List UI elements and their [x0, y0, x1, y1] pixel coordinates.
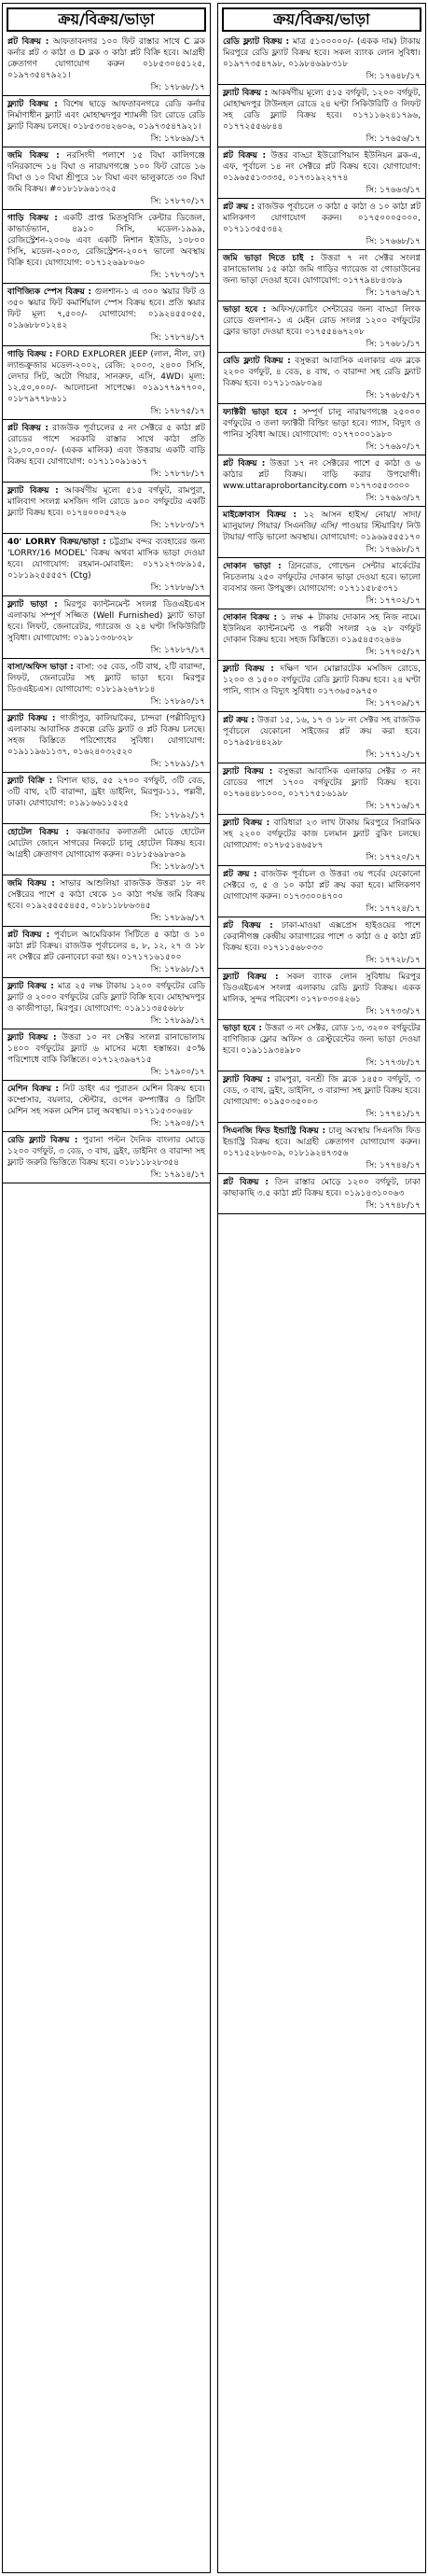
classified-ad: [218, 301, 425, 353]
ad-body: ১২ আসন হাইস/ নোয়া/ সাদা/ ম্যানুয়াল/ গিয়ার/ সিএনজি/ এসি/ পাওয়ার স্টিয়ারিং/ নিউ টায়ার/ গাড়ি ভালো অবস্থায়। যোগাযোগ: ০১৯৬৯৫৫৫১৭০: [223, 511, 421, 542]
classified-ad: [218, 147, 425, 199]
classified-ad: [218, 969, 425, 1020]
left-ads-list: [3, 34, 210, 1183]
classified-ad: [218, 85, 425, 147]
ad-body: অফিস/কোচিং সেন্টারের জন্য বাড্ডা লিংক রোডে গুলশান-১ এ মেইন রোড সংলগ্ন ১২০০ বর্গফুটের ফ্লোর ভাড়া দেওয়া হবে। ০১৭৫৫৪৬৭২০৮: [223, 305, 421, 337]
ad-body: চালু অবস্থায় সিএনজি ফিড ইন্ডাস্ট্রি বিক্রয় হবে। আগ্রহী ক্রেতাগণ যোগাযোগ করুন। ০১৭১৫২৮৬০০৯, ০১৮১৯২৪৭৩৫৬: [223, 1127, 421, 1158]
right-column: [217, 3, 426, 2573]
ad-body: বিশাল ছাড়, ৫৫ ২৭০০ বর্গফুট, ৩টি বেড, ৩টি বাথ, ২টি বারান্দা, ড্রইং ডাইনিং, মিরপুর-১১, পল্লবী, ঢাকা। যোগাযোগ: ০১৯১৬৬১১৫২৫: [7, 777, 205, 808]
ad-title: প্লট বিক্রয় :: [223, 459, 266, 469]
ad-title: ফ্ল্যাট বিক্রি :: [7, 777, 53, 786]
ad-code: সি: ১৭৬৯৩/১৭: [366, 494, 421, 503]
ad-title: মেশিন বিক্রয় :: [7, 1085, 59, 1094]
ad-title: ফ্ল্যাট বিক্রয় :: [7, 982, 54, 991]
classified-ad: [3, 596, 210, 659]
ad-title: ফ্যাক্টরী ভাড়া হবে :: [223, 408, 297, 417]
ad-code: সি: ১৭৬৪৮/১৭: [366, 72, 421, 81]
ad-code: সি: ১৭৭৩৮/১৭: [366, 1058, 421, 1068]
ad-body: দক্ষিণ খান মোল্লারটেক মসজিদ রোডে, ১২০০ ও ১৫০০ বর্গফুটের রেডি ফ্ল্যাট বিক্রয় হবে। ২৪ ঘণ্টা পানি, গ্যাস ও বিদ্যুৎ সুবিধা। ০১৭৩৬৫০৯৭৫০: [223, 665, 421, 696]
classified-ad: [3, 210, 210, 284]
ad-title: রেডি ফ্ল্যাট বিক্রয় :: [223, 357, 291, 366]
classified-ad: [3, 773, 210, 824]
ad-title: 40' LORRY বিক্রয়/ভাড়া :: [7, 538, 106, 547]
classified-ad: [218, 815, 425, 866]
ad-title: ফ্ল্যাট বিক্রয় :: [7, 714, 56, 723]
ad-body: ১ লক্ষ + টাকায় দোকান সহ নিজ নামে। ইউনিয়ন ক্যান্টনমেন্ট ও পল্লবী সংলগ্ন ২৬ ২৮ বর্গফুট দোকান বিক্রয় হবে। সহজ কিস্তিতে। ০১৯৫৪৫৩২৬৪৬: [223, 613, 421, 645]
classified-ad: [3, 34, 210, 96]
ad-title: প্লট ক্রয় :: [223, 870, 257, 879]
classified-ad: [3, 483, 210, 534]
ad-title: প্লট বিক্রয় :: [223, 151, 267, 161]
classified-ad: [218, 1174, 425, 1214]
classified-ad: [218, 558, 425, 609]
classified-ad: [218, 763, 425, 815]
left-column: [2, 3, 211, 2573]
ad-title: জমি বিক্রয় :: [7, 879, 55, 889]
ad-code: সি: ১৭৮৯৩/১৭: [150, 862, 205, 872]
ad-body: উত্তরা ৭ নং সেক্টর সংলগ্ন রানাভোলায় ১৫ কাঠা জমি গাড়ির গ্যারেজ বা গোডাউনের জন্য ভাড়া দেওয়া হবে। যোগাযোগ: ০১৭৭৯৪৮৪৩৮৯: [223, 254, 421, 286]
classified-ad: [3, 534, 210, 596]
classified-ad: [3, 420, 210, 483]
ad-code: সি: ১৭৭৪৪/১৭: [366, 1161, 421, 1170]
ad-body: চট্টগ্রাম বন্দর ব্যবহারের জন্য 'LORRY/16 MODEL' বিক্রয় অথবা মাসিক ভাড়া দেওয়া হবে। যোগাযোগ: রহমান-মোবাইল: ০১৭১২৭৩৮৯১৫, ০১৮১৯২৫৫৫৫৭ (Ctg): [7, 538, 205, 581]
ad-code: সি: ১৭৬৫৬/১৭: [366, 134, 421, 144]
ad-title: রেডি ফ্ল্যাট বিক্রয় :: [7, 1136, 78, 1145]
ad-body: রাজউক পূর্বাচলের ৫ নং সেক্টরে ৫ কাঠা প্লট রোডের পাশে সরকারি রাস্তার সাথে কাঠা প্রতি ২১,০০,০০০/- (একক মালিক) এবং উত্তরায় একটি বাড়ি বিক্রয় হবে। যোগাযোগ: ০১৭১১০৯১৬১৭: [7, 424, 205, 467]
ad-code: সি: ১৭৭১৬/১৭: [366, 802, 421, 811]
ad-code: সি: ১৭৮৮৬/১৭: [150, 583, 205, 593]
ad-title: ফ্ল্যাট বিক্রয় :: [223, 89, 269, 98]
ad-body: কক্সবাজার কলাতলী মোড়ে হোটেল মোটেল জোনে সাগরের নিকটে চালু হোটেল বিক্রয় হবে। আগ্রহী ক্রেতাগণ যোগাযোগ করুন। ০১৮১৫৬৯৮৬০৯: [7, 828, 205, 860]
classified-ad: [3, 147, 210, 210]
ad-body: উত্তর বাড্ডা ইউরোপিয়ান ইউনিয়ন ব্লক-এ, এফ, পূর্বাচল ১৪ নং সেক্টরে প্লট বিক্রয় হবে। যোগাযোগ: ০১৯৬৫৫১৩৩৩৫, ০১৭৩১৯২২৭৭৪: [223, 151, 421, 183]
ad-code: সি: ১৭৮৮৩/১৭: [150, 521, 205, 530]
ad-title: প্লট ক্রয় :: [223, 716, 255, 725]
ad-title: বাণিজ্যিক স্পেস বিক্রয় :: [7, 287, 92, 297]
classified-ad: [218, 866, 425, 917]
classified-ad: [218, 1071, 425, 1123]
ad-title: ভাড়া হবে :: [223, 305, 267, 315]
right-ads-list: [218, 34, 425, 1214]
ad-body: বসুন্ধরা আবাসিক এলাকার এফ ব্লকে ২২০০ বর্গফুট, ৪ বেড, ৪ বাথ, ৩ বারান্দা সহ রেডি ফ্ল্যাট বিক্রয় হবে। ০১৭১১৩৯৮০৯৪: [223, 357, 421, 388]
ad-title: বাসা/অফিস ভাড়া :: [7, 663, 74, 672]
ad-title: প্লট বিক্রয় :: [223, 1178, 269, 1187]
ad-body: উত্তরা ১০ নং সেক্টর সংলগ্ন রানাভোলায় ১৪০০ বর্গফুটের ফ্ল্যাট ৬ মাসের মধ্যে হস্তান্তর। ৫০% পরিশোধে বাকি কিস্তিতে। ০১৭১২৩৯৬৭১৫: [7, 1033, 205, 1065]
ad-body: বারিধারা ২৩ লাখ টাকায় মিরপুরে সিরামিক সহ ২২০০ বর্গফুটের কাজ চলমান ফ্ল্যাট বুকিং চলছে। যোগাযোগ: ০১৭৮৫১৪৬৫৮৭: [223, 819, 421, 850]
ad-code: সি: ১৭৮৯৮/১৭: [150, 965, 205, 974]
ad-code: সি: ১৭৭২৪/১৭: [366, 904, 421, 914]
ad-title: সিএনজি ফিড ইন্ডাস্ট্রি বিক্রয় :: [223, 1127, 326, 1136]
ad-body: মাত্র ৫১০০০০০/- (একক দাম) টাকায় মিরপুরে রেডি ফ্ল্যাট বিক্রয় হবে। সকল ব্যাংক লোন সুবিধা। ০১৯৭৭৩৫৪৭৯৮, ০১৯৮৪৬৯৮৩১৮: [223, 37, 421, 69]
classified-ad: [218, 507, 425, 558]
classified-ad: [218, 1020, 425, 1071]
classified-ad: [218, 661, 425, 712]
ad-body: গ্রিনরোড, গোল্ডেন সেন্টার মার্কেটের নিচতলায় ২৫০ বর্গফুটের দোকান ভাড়া দেওয়া হবে। ভালো ব্যবসার জন্য উপযুক্ত। যোগাযোগ: ০১৭১১৫৮৫৩৭১: [223, 562, 421, 594]
ad-title: মাইক্রোবাস বিক্রয় :: [223, 511, 297, 520]
ad-code: সি: ১৭৬৬৮/১৭: [366, 237, 421, 246]
ad-code: সি: ১৭৮৭৫/১৭: [150, 407, 205, 416]
classified-ad: [3, 96, 210, 147]
classified-ad: [3, 1029, 210, 1081]
classified-ad: [218, 404, 425, 455]
ad-body: সম্পূর্ণ চালু নারায়ণগঞ্জে ২৫০০০ বর্গফুটের ৩ তলা ফ্যাক্টরী বিল্ডিং ভাড়া হবে। গ্যাস, বিদ্যুৎ ও পানির সুবিধা আছে। যোগাযোগ: ০১৭৭০০০১৯৮০: [223, 408, 421, 440]
ad-code: সি: ১৭৭২৮/১৭: [366, 956, 421, 965]
ad-body: নিট ডাইং এর পুরাতন মেশিন বিক্রয় হবে। কম্প্রেসার, বয়লার, স্টেন্টার, ওপেন কম্প্যাক্টর ও স্লিটিং মেশিন সহ সকল মেশিন চালু অবস্থায়। ০১৭১১৫৩০৬৪৮: [7, 1085, 205, 1116]
ad-title: প্লট বিক্রয় :: [7, 37, 49, 47]
ad-title: ফ্ল্যাট বিক্রয় :: [223, 665, 274, 674]
classified-ad: [3, 927, 210, 978]
ad-body: সাভার আশুলিয়া রাজউক উত্তরা ১৮ নং সেক্টরের পাশে ৫ কাঠা থেকে ১০ কাঠা পর্যন্ত জমি বিক্রয় হবে। ০১৯২৫৫৫৫৪৫৫, ০১৮১১৮৮৬৩৪৫: [7, 879, 205, 911]
ad-title: প্লট ক্রয় :: [223, 203, 255, 212]
ad-code: সি: ১৭৬৯৮/১৭: [366, 545, 421, 554]
ad-code: সি: ১৭৬৬৩/১৭: [366, 186, 421, 195]
ad-title: ফ্ল্যাট বিক্রয় :: [7, 100, 58, 109]
ad-code: সি: ১৭৮৯০/১৭: [150, 697, 205, 707]
ad-body: আকর্ষণীয় মূল্যে ৫১৫ বর্গফুট, ১২০০ বর্গফুট, মোহাম্মদপুর টাউনহল রোডে ২৪ ঘণ্টা সিকিউরিটি ও লিফট সহ রেডি ফ্ল্যাট বিক্রয় হবে। ০১৭১১৬২৪১৭৯৬, ০১৭৭২৫৫৬৮৪৪: [223, 89, 421, 132]
ad-code: সি: ১৭৮৭৮/১৭: [150, 469, 205, 479]
ad-title: জমি বিক্রয় :: [7, 151, 60, 161]
ad-title: ফ্ল্যাট বিক্রয় :: [7, 486, 59, 496]
ad-body: উত্তরা ৩ নং সেক্টর, রোড ১৩, ৩২০০ বর্গফুটের বাণিজ্যিক ফ্লোর অফিস ও রেস্টুরেন্টের জন্য ভাড়া দেওয়া হবে। ০১৯১১৯৩৪৯৮০: [223, 1024, 421, 1056]
classified-ad: [218, 712, 425, 763]
ad-title: প্লট বিক্রয় :: [7, 931, 50, 940]
ad-title: গাড়ি বিক্রয় :: [7, 350, 53, 359]
ad-code: সি: ১৭৯০০/১৭: [150, 1068, 205, 1077]
ad-code: সি: ১৭৭০৯/১৭: [366, 699, 421, 708]
classified-ad: [3, 284, 210, 346]
ad-body: বাসা: ৩৫ বেড, ৩টি বাথ, ২টি বারান্দা, লিফট, জেনারেটর সহ ফ্ল্যাট ভাড়া হবে। মিরপুর ডিওএইচএস। যোগাযোগ: ০১৮১৯২৬৭৮১৪: [7, 663, 205, 694]
ad-code: সি: ১৭৮৯৬/১৭: [150, 914, 205, 923]
ad-code: সি: ১৭৯০৪/১৭: [150, 1119, 205, 1128]
ad-code: সি: ১৭৮৯১/১৭: [150, 760, 205, 769]
ad-code: সি: ১৭৮৭০/১৭: [150, 197, 205, 206]
ad-title: ফ্ল্যাট বিক্রয় :: [223, 819, 270, 828]
classified-ad: [3, 1132, 210, 1183]
ad-body: মিরপুর ক্যান্টনমেন্ট সংলগ্ন ডিওএইচএস এলাকায় সম্পূর্ণ সজ্জিত (Well Furnished) ফ্ল্যাট ভাড়া হবে। লিফট, জেনারেটর, গ্যারেজ ও ২৪ ঘণ্টা সিকিউরিটি সুবিধা। যোগাযোগ: ০১৯১১৩৩৮৩২৮: [7, 600, 205, 643]
ad-body: গুলশান-১ এ ৩০০ স্কয়ার ফিট ও ৩৫০ স্কয়ার ফিট কমার্শিয়াল স্পেস বিক্রয় হবে। প্রতি স্কয়ার ফিট মূল্য ৭,৫০০/- যোগাযোগ: ০১৯২৪৫৫০৫৫, ০১৯৬৮৮০১২৪২: [7, 287, 205, 330]
ad-body: সকল ব্যাংক লোন সুবিধায় মিরপুর ডিওএইচএস সংলগ্ন এলাকায় রেডি ফ্ল্যাট বিক্রয়। একক মালিক, সুন্দর পরিবেশ। ০১৭৮০৩০৪২৬১: [223, 973, 421, 1004]
classified-ad: [3, 1081, 210, 1132]
ad-body: তিন রাস্তার মোড়ে ১২০০ বর্গফুট, ঢাকা কাছাকাছি ৩.৫ কাঠা প্লট বিক্রয় হবে। ০১৯১৪৩১০০৬৩: [223, 1178, 421, 1198]
ad-code: সি: ১৭৭০২/১৭: [366, 596, 421, 606]
ad-body: একটি প্রাপ্ত মিতসুবিসি কেন্টার ডিজেল, কাভার্ডভ্যান, ৪৯১০ সিসি, মডেল-১৯৯৯, রেজিস্ট্রেশন-২০০৬ এবং একটি নিশান ইউডি, ১০৮০০ সিসি, মডেল-২০০৩, রেজিস্ট্রেশন-২০০৭ ভালো অবস্থায় বিক্রি হবে। যোগাযোগ: ০১৭১২৬৯৮০৬০: [7, 214, 205, 268]
classified-ad: [3, 824, 210, 875]
ad-title: দোকান ভাড়া :: [223, 562, 282, 571]
ad-code: সি: ১৭৭৩৩/১৭: [366, 1007, 421, 1016]
classified-ad: [3, 710, 210, 773]
ad-code: সি: ১৭৭৪৮/১৭: [366, 1201, 421, 1211]
ad-body: নরসিংদী পলাশে ১৫ বিঘা কালিগঞ্জে দনিরকান্দে ১৪ বিঘা ও নারায়ণগঞ্জে ১০০ ফিট রোডে ১৬ বিঘা ও ১০ বিঘা শ্রীপুরে ১৮ বিঘা এবং ভালুকাতে ৩০ বিঘা জমি বিক্রয়। #০১৮১৮৯৬১৩২৫: [7, 151, 205, 194]
ad-title: ফ্ল্যাট বিক্রয় :: [223, 973, 279, 982]
ad-body: বসুন্ধরা আবাসিক এলাকার সেক্টর ৩ নং রোডের পাশে ১৭০০ বর্গফুটের ফ্ল্যাট বিক্রয় হবে। ০১৭৬৪৪৮১০০০, ০১৭১৭৫১৬১৯৮: [223, 767, 421, 799]
ad-body: বিশেষ ছাড়ে আফতাবনগরে রেডি কর্নার নির্মাণাধীন ফ্ল্যাট এবং মোহাম্মদপুর শ্যামলী রিং রোডে রেডি ফ্ল্যাট বিক্রয় চলছে। ০১৮৫৩৩৪২৬০৬, ০১৯৭৩৫৪৭৯২১।: [7, 100, 205, 132]
ad-body: গাজীপুর, কালিয়াকৈর, চান্দরা (পল্লীবিদ্যুৎ) এলাকায় আবাসিক প্রকল্পে রেডি ফ্ল্যাট ও প্লট বিক্রয় চলছে। সহজ কিস্তিতে পরিশোধের সুবিধা। যোগাযোগ: ০১৯১১৯৬১১৩৭, ০১৬২৪০৩২৫২০: [7, 714, 206, 757]
ad-body: আফতাবনগর ১০০ ফিট রাস্তার সাথে C ব্লক কর্নার প্লট ৩ কাঠা ও D ব্লক ৩ কাঠা প্লট বিক্রি হবে। আগ্রহী ক্রেতাগণ যোগাযোগ করুন ০১৮৫৩০৪৫১২৫, ০১৯৭৩৫৪৭৯২১।: [7, 37, 205, 80]
ad-body: রাজউক পূর্বাচলে ৩ কাঠা ৫ কাঠা ও ১০ কাঠা প্লট মালিকগণ যোগাযোগ করুন। ০১৭৫০০০৫০০০, ০১৭১১৩৫৫৩৪২: [223, 203, 421, 234]
ad-code: সি: ১৭৭২০/১৭: [366, 853, 421, 862]
ad-code: সি: ১৭৮৭৪/১৭: [150, 333, 205, 343]
classified-ad: [218, 199, 425, 250]
ad-code: সি: ১৭৮৮৭/১৭: [150, 646, 205, 655]
ad-code: সি: ১৭৮৯৯/১৭: [150, 1016, 205, 1026]
ad-body: রাজউক পূর্বাচল ও উত্তরা ৩য় পর্বের যেকোনো সেক্টরে ৩, ৫ ও ১০ কাঠা প্লট ক্রয় করা হবে। মালিকগণ যোগাযোগ করুন। ০১৭৩৩০০৪৭০০: [223, 870, 421, 902]
classified-ad: [3, 978, 210, 1029]
ad-title: হোটেল বিক্রয় :: [7, 828, 70, 837]
classified-ad: [218, 455, 425, 507]
classified-ad: [218, 1123, 425, 1174]
ad-body: উত্তরা ১৫, ১৬, ১৭ ও ১৮ নং সেক্টর সহ রাজউক পূর্বাচলে যেকোনো সাইজের প্লট ক্রয় করা হবে। ০১৭৯৫৮৪৪২৯৮: [223, 716, 421, 748]
ad-code: সি: ১৭৮৯২/১৭: [150, 811, 205, 820]
ad-body: মাত্র ২৫ লক্ষ টাকায় ১২০০ বর্গফুটের রেডি ফ্ল্যাট ও ২০০০ বর্গফুটের রেডি ফ্ল্যাট বিক্রি হবে। মোহাম্মদপুর ও কাজীপাড়া, মিরপুর। যোগাযোগ: ০১৯১১৩৪৫৬৮৮: [7, 982, 205, 1014]
ad-title: ফ্ল্যাট ভাড়া :: [7, 600, 58, 609]
ad-body: পূর্বাচল আমেরিকান সিটিতে ৫ কাঠা ও ১০ কাঠা প্লট বিক্রয়। রাজউক পূর্বাচলের ৪, ৮, ১২, ২৭ ও ১৮ নং সেক্টরে প্লট কেনাবেচা করা হয়। ০১৭১৭১৬১৫০০: [7, 931, 205, 962]
ad-body: উত্তরা ১৭ নং সেক্টরের পাশে ৫ কাঠা ও ৬ কাঠার প্লট বিক্রয়। বাড়ি করার উপযোগী। www.uttaraprobortancity.com ০১৭৭৩৫৫৩৩০০: [223, 459, 421, 491]
ad-body: আকর্ষণীয় মূল্যে ৫১৫ বর্গফুট, রামপুরা, মালিবাগ সংলগ্ন মসজিদ গলি রোডে ৯০০ বর্গফুটের একটি ফ্ল্যাট বিক্রয় হবে। ০১৭৪০০০৫৭২৬: [7, 486, 205, 518]
classified-ad: [218, 609, 425, 661]
ad-code: সি: ১৭৭০৫/১৭: [366, 648, 421, 657]
ad-title: ফ্ল্যাট বিক্রয় :: [223, 767, 273, 777]
ad-title: প্লট বিক্রয় :: [7, 424, 48, 433]
classified-ad: [218, 353, 425, 404]
classified-ad: [218, 34, 425, 85]
ad-code: সি: ১৭৯১৪/১৭: [150, 1170, 205, 1180]
ad-code: সি: ১৭৮৬৮/১৭: [150, 83, 205, 92]
ad-title: গাড়ি বিক্রয় :: [7, 214, 58, 223]
ad-title: ভাড়া হবে :: [223, 1024, 262, 1033]
ad-title: প্লট বিক্রয় :: [223, 921, 273, 931]
ad-code: সি: ১৭৭১২/১৭: [366, 750, 421, 760]
ad-title: জমি ভাড়া দিতে চাই :: [223, 254, 314, 263]
classified-ad: [3, 875, 210, 927]
ad-code: সি: ১৭৬৮১/১৭: [366, 340, 421, 349]
ad-code: সি: ১৭৮৬৯/১৭: [150, 134, 205, 144]
ad-body: ঢাকা-মাওয়া এক্সপ্রেস হাইওয়ের পাশে কেরানীগঞ্জ কেন্দ্রীয় কারাগারের পাশে ৩ কাঠা ও ৫ কাঠা প্লট বিক্রয় হবে। ০১৭১১৫৬৮০৩৩: [223, 921, 421, 953]
ad-code: সি: ১৭৬৮৫/১৭: [366, 391, 421, 400]
left-column-header: ক্রয়/বিক্রয়/ভাড়া: [7, 7, 206, 32]
ad-code: সি: ১৭৮৭৩/১৭: [150, 271, 205, 280]
ad-code: সি: ১৭৬৯০/১৭: [366, 442, 421, 452]
ad-body: FORD EXPLORER JEEP (লাল, নীল, রং) ল্যান্ডক্রুজার মডেল-২০০২, রেজি: ২০০৩, ২৪০০ সিসি, লেদার সিট, অটো গিয়ার, সানরুফ, এসি, 4WD। মূল্য: ১২,৫০,০০০/- আলোচনা সাপেক্ষে। ০১৯১৭৭৯৭৭০০, ০১৮৭৯৭৭৮৬১১: [7, 350, 205, 404]
ad-code: সি: ১৭৬৭৬/১৭: [366, 288, 421, 298]
right-column-header: ক্রয়/বিক্রয়/ভাড়া: [222, 7, 421, 32]
ad-body: রামপুরা, বনশ্রী জি ব্লকে ১৪৫০ বর্গফুট, ৩ বেড, ৩ বাথ, ড্রইং, ডাইনিং, ৩ বারান্দা সহ ফ্ল্যাট বিক্রয় হবে। যোগাযোগ: ০১৯৫০৩৫০০৩: [223, 1075, 421, 1107]
classified-ad: [3, 346, 210, 420]
classified-ad: [3, 659, 210, 710]
ad-title: রেডি ফ্ল্যাট বিক্রয় :: [223, 37, 290, 47]
ad-body: পুরানা পল্টন দৈনিক বাংলার মোড়ে ১২০০ বর্গফুট, ৩ বেড, ৩ বাথ, ড্রইং, ডাইনিং ও বারান্দা সহ ফ্ল্যাট জরুরি ভিত্তিতে বিক্রয় হবে। ০১৮১১৮২৮৩৫৪: [7, 1136, 205, 1168]
ad-title: ফ্ল্যাট বিক্রয় :: [223, 1075, 270, 1085]
ad-title: ফ্ল্যাট বিক্রয় :: [7, 1033, 57, 1043]
classified-ad: [218, 250, 425, 301]
classified-ad: [218, 917, 425, 969]
ad-code: সি: ১৭৭৪১/১৭: [366, 1110, 421, 1119]
ad-title: দোকান বিক্রয় :: [223, 613, 278, 623]
